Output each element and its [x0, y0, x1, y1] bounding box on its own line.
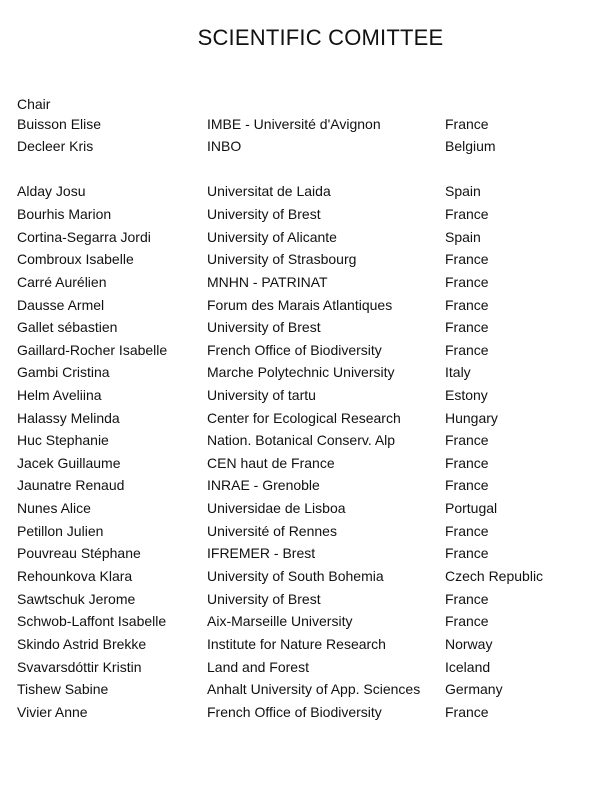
- member-name: Tishew Sabine: [17, 681, 109, 697]
- member-country: France: [445, 704, 489, 720]
- member-name: Schwob-Laffont Isabelle: [17, 613, 167, 629]
- member-institution: INBO: [207, 138, 242, 154]
- chair-row: [17, 136, 587, 156]
- member-institution: Aix-Marseille University: [207, 613, 353, 629]
- member-name: Alday Josu: [17, 183, 86, 199]
- member-name: Gaillard-Rocher Isabelle: [17, 342, 168, 358]
- member-country: Iceland: [445, 659, 491, 675]
- member-institution: IMBE - Université d'Avignon: [207, 116, 381, 132]
- member-name: Helm Aveliina: [17, 387, 102, 403]
- member-institution: University of South Bohemia: [207, 568, 384, 584]
- member-row: [17, 657, 587, 677]
- member-institution: MNHN - PATRINAT: [207, 274, 328, 290]
- member-institution: Universitat de Laida: [207, 183, 331, 199]
- member-country: Spain: [445, 183, 481, 199]
- member-row: [17, 453, 587, 473]
- member-name: Gallet sébastien: [17, 319, 118, 335]
- member-row: [17, 227, 587, 247]
- member-country: Estony: [445, 387, 488, 403]
- member-country: France: [445, 455, 489, 471]
- member-institution: Nation. Botanical Conserv. Alp: [207, 432, 396, 448]
- member-country: Portugal: [445, 500, 498, 516]
- member-institution: University of Brest: [207, 591, 321, 607]
- member-row: [17, 430, 587, 450]
- member-name: Halassy Melinda: [17, 410, 120, 426]
- member-institution: IFREMER - Brest: [207, 545, 316, 561]
- chair-row: [17, 114, 587, 134]
- member-country: Italy: [445, 364, 471, 380]
- member-name: Buisson Elise: [17, 116, 102, 132]
- member-name: Rehounkova Klara: [17, 568, 133, 584]
- member-name: Dausse Armel: [17, 297, 105, 313]
- member-row: [17, 611, 587, 631]
- member-country: France: [445, 613, 489, 629]
- member-country: France: [445, 116, 489, 132]
- member-name: Sawtschuk Jerome: [17, 591, 136, 607]
- member-country: France: [445, 477, 489, 493]
- member-institution: Marche Polytechnic University: [207, 364, 395, 380]
- member-country: Hungary: [445, 410, 498, 426]
- member-country: France: [445, 591, 489, 607]
- member-name: Svavarsdóttir Kristin: [17, 659, 142, 675]
- member-row: [17, 340, 587, 360]
- member-institution: INRAE - Grenoble: [207, 477, 320, 493]
- member-country: France: [445, 432, 489, 448]
- member-country: Germany: [445, 681, 503, 697]
- member-row: [17, 679, 587, 699]
- member-country: France: [445, 274, 489, 290]
- member-row: [17, 317, 587, 337]
- member-name: Pouvreau Stéphane: [17, 545, 141, 561]
- member-country: Norway: [445, 636, 493, 652]
- member-row: [17, 362, 587, 382]
- member-country: France: [445, 342, 489, 358]
- member-name: Gambi Cristina: [17, 364, 110, 380]
- member-institution: University of Brest: [207, 206, 321, 222]
- member-row: [17, 295, 587, 315]
- page-title: SCIENTIFIC COMITTEE: [197, 25, 444, 50]
- member-row: [17, 408, 587, 428]
- member-row: [17, 385, 587, 405]
- member-institution: French Office of Biodiversity: [207, 342, 382, 358]
- member-row: [17, 702, 587, 722]
- member-name: Huc Stephanie: [17, 432, 109, 448]
- member-institution: Center for Ecological Research: [207, 410, 401, 426]
- member-row: [17, 589, 587, 609]
- chair-label: Chair: [17, 96, 51, 112]
- member-row: [17, 249, 587, 269]
- member-country: France: [445, 545, 489, 561]
- member-institution: Land and Forest: [207, 659, 309, 675]
- member-country: Belgium: [445, 138, 496, 154]
- member-row: [17, 566, 587, 586]
- member-name: Nunes Alice: [17, 500, 91, 516]
- member-country: Czech Republic: [445, 568, 544, 584]
- member-institution: Institute for Nature Research: [207, 636, 386, 652]
- member-country: France: [445, 297, 489, 313]
- member-row: [17, 521, 587, 541]
- member-name: Carré Aurélien: [17, 274, 107, 290]
- member-name: Bourhis Marion: [17, 206, 112, 222]
- member-row: [17, 543, 587, 563]
- member-name: Jacek Guillaume: [17, 455, 121, 471]
- member-name: Jaunatre Renaud: [17, 477, 125, 493]
- member-institution: University of Alicante: [207, 229, 337, 245]
- member-institution: Forum des Marais Atlantiques: [207, 297, 393, 313]
- member-name: Skindo Astrid Brekke: [17, 636, 147, 652]
- member-country: France: [445, 523, 489, 539]
- member-row: [17, 272, 587, 292]
- member-name: Vivier Anne: [17, 704, 88, 720]
- member-institution: French Office of Biodiversity: [207, 704, 382, 720]
- member-row: [17, 498, 587, 518]
- member-institution: CEN haut de France: [207, 455, 335, 471]
- member-country: France: [445, 319, 489, 335]
- member-institution: Université of Rennes: [207, 523, 337, 539]
- member-country: France: [445, 251, 489, 267]
- member-row: [17, 181, 587, 201]
- member-country: France: [445, 206, 489, 222]
- member-row: [17, 204, 587, 224]
- member-name: Decleer Kris: [17, 138, 94, 154]
- member-name: Combroux Isabelle: [17, 251, 134, 267]
- member-row: [17, 475, 587, 495]
- member-institution: University of Strasbourg: [207, 251, 357, 267]
- member-country: Spain: [445, 229, 481, 245]
- member-name: Petillon Julien: [17, 523, 104, 539]
- member-institution: Universidae de Lisboa: [207, 500, 346, 516]
- member-name: Cortina-Segarra Jordi: [17, 229, 151, 245]
- member-institution: Anhalt University of App. Sciences: [207, 681, 421, 697]
- member-row: [17, 634, 587, 654]
- member-institution: University of tartu: [207, 387, 316, 403]
- member-institution: University of Brest: [207, 319, 321, 335]
